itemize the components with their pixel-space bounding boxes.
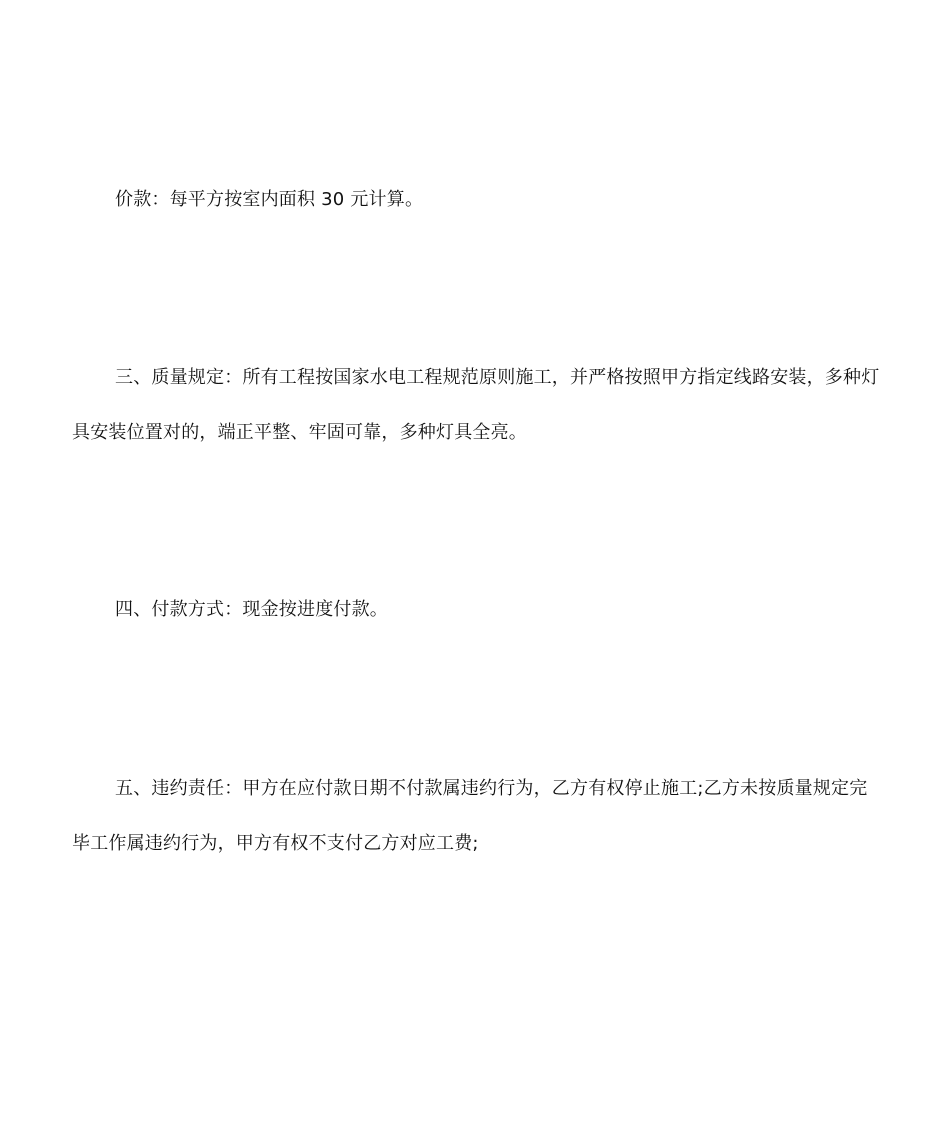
paragraph-breach-liability: 五、违约责任：甲方在应付款日期不付款属违约行为，乙方有权停止施工;乙方未按质量规定完毕工作属违约行为，甲方有权不支付乙方对应工费; — [72, 778, 868, 854]
paragraph-quality-requirements: 三、质量规定：所有工程按国家水电工程规范原则施工，并严格按照甲方指定线路安装，多种灯具安装位置对的，端正平整、牢固可靠，多种灯具全亮。 — [72, 367, 880, 443]
paragraph-payment-method: 四、付款方式：现金按进度付款。 — [115, 599, 388, 620]
paragraph-price: 价款：每平方按室内面积 30 元计算。 — [115, 189, 424, 210]
